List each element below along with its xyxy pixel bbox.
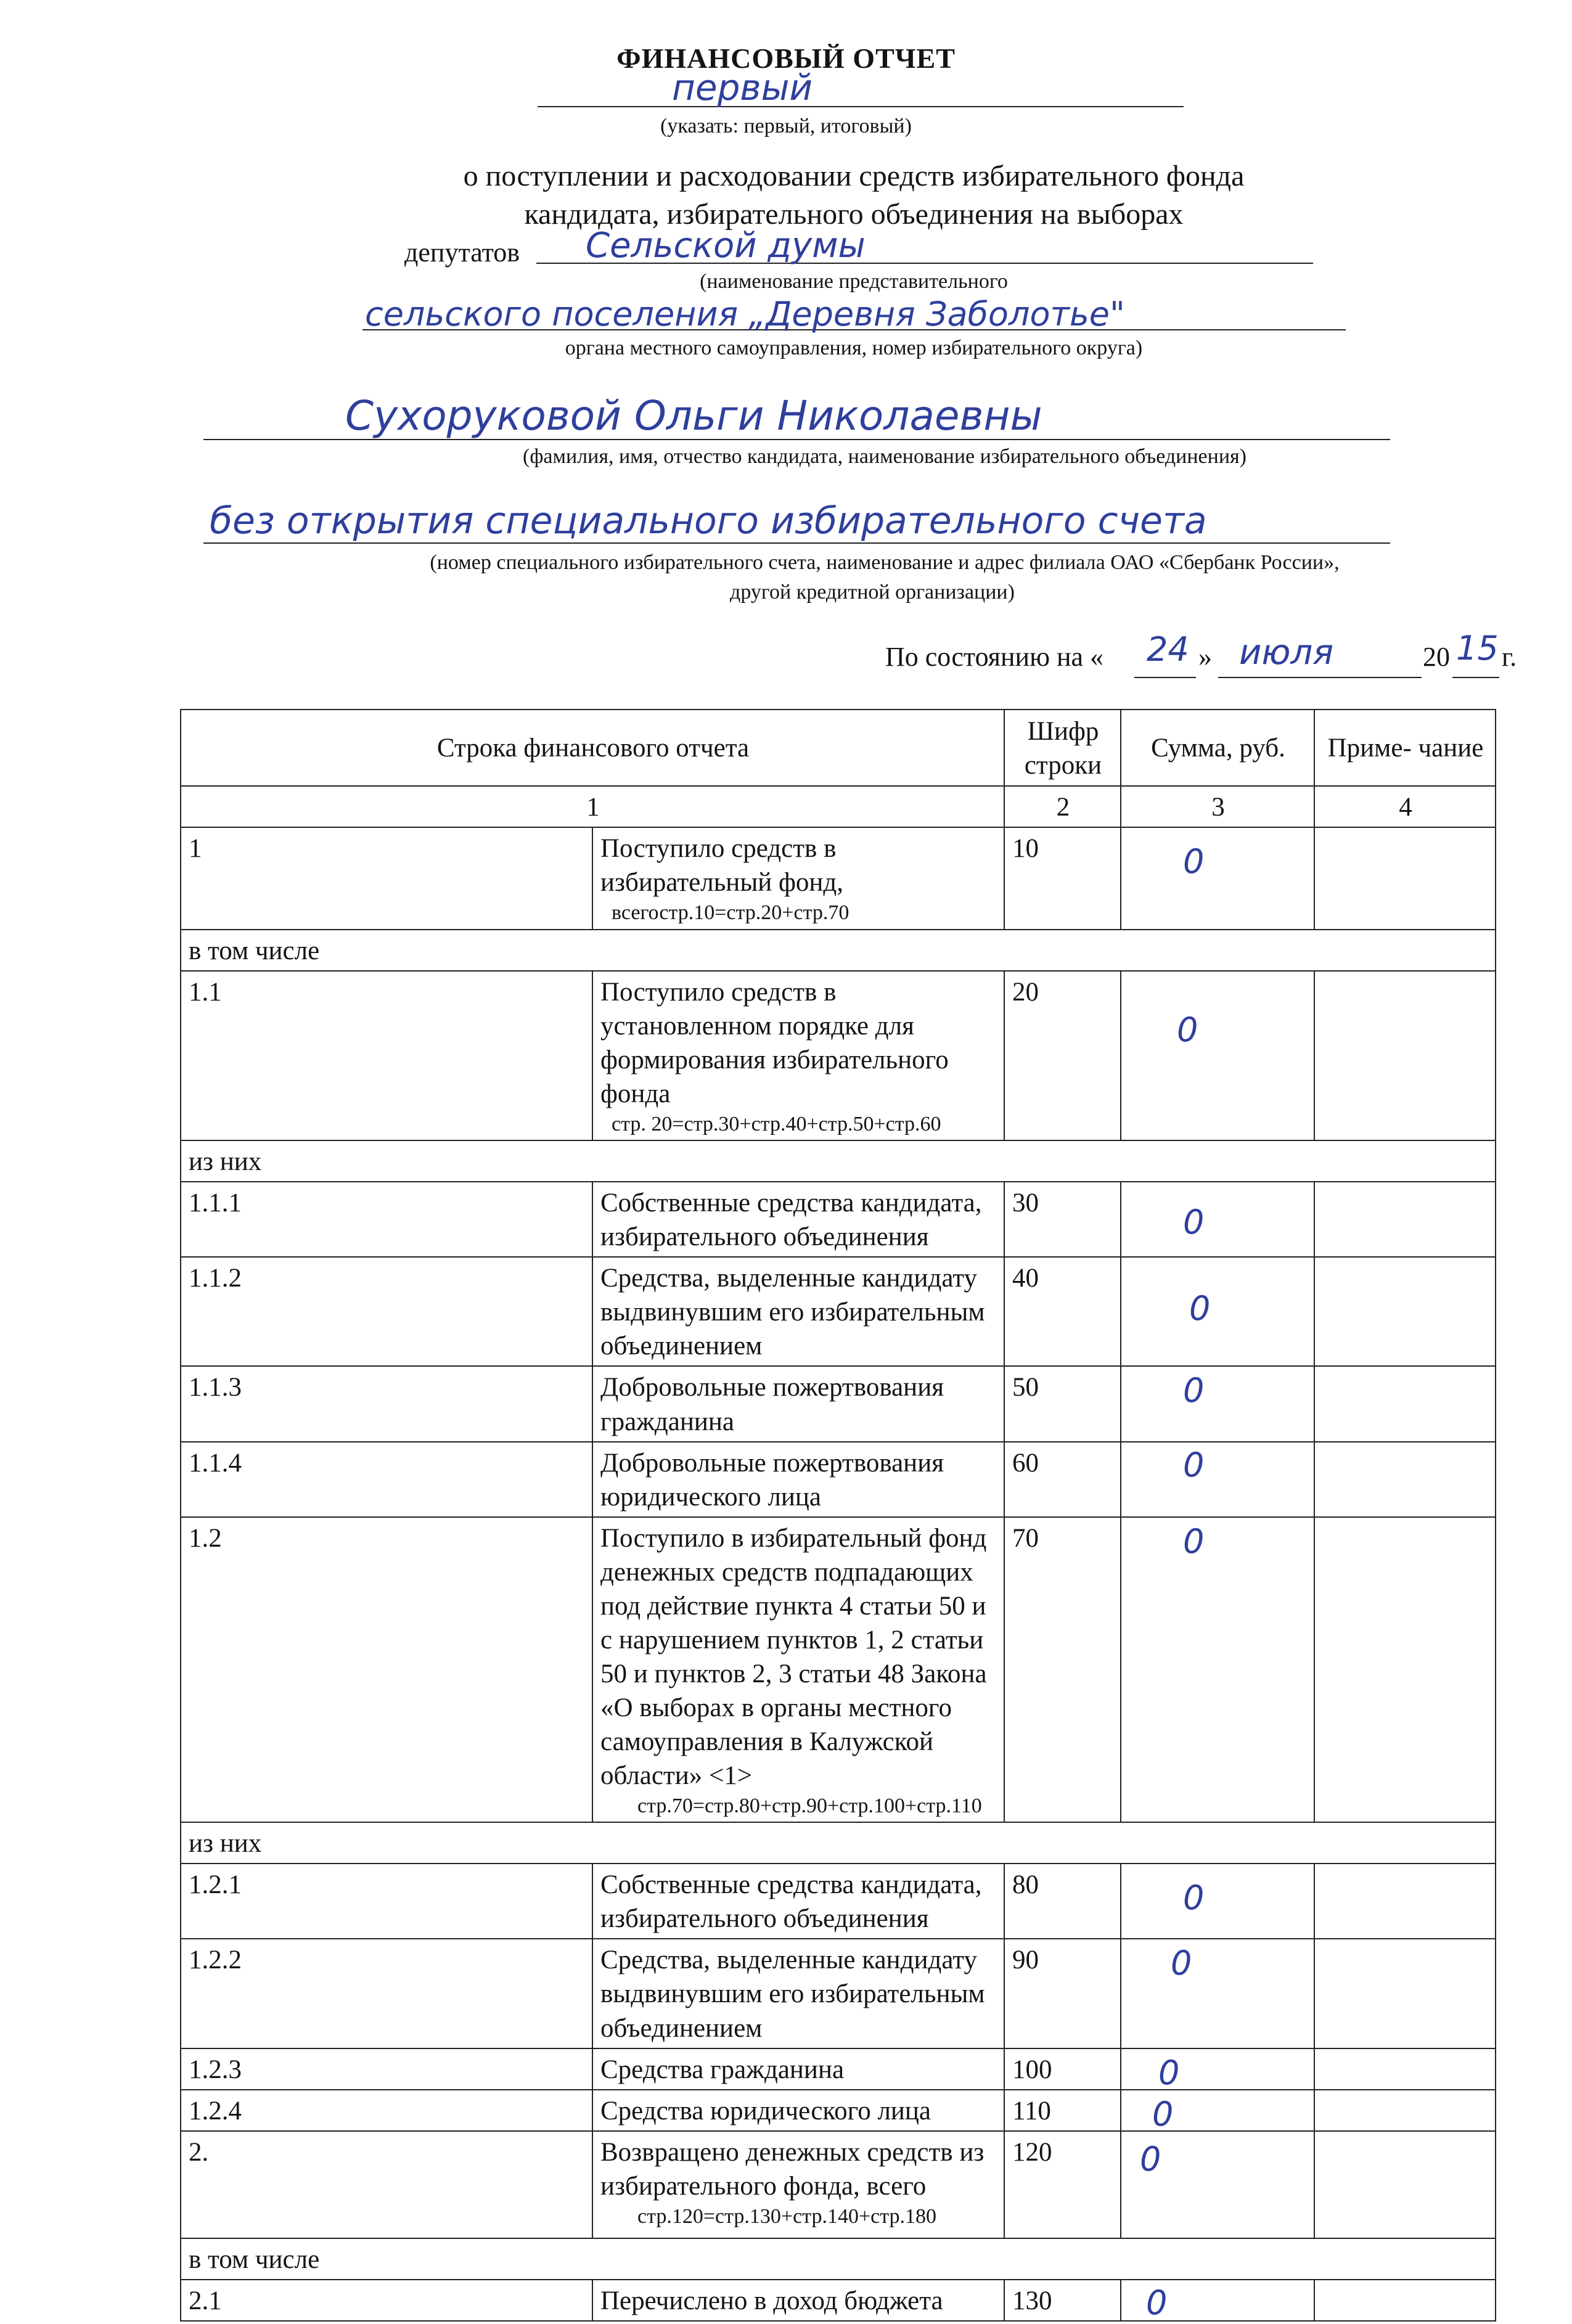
account-caption-2: другой кредитной организации) bbox=[730, 581, 1015, 604]
header-note: Приме- чание bbox=[1314, 710, 1496, 786]
row-number: 1.1.1 bbox=[181, 1182, 592, 1257]
row-sum-cell bbox=[1121, 1366, 1314, 1441]
row-number: 1.2.1 bbox=[181, 1864, 592, 1939]
row-text-cell bbox=[592, 2280, 1004, 2321]
date-year-prefix: 20 bbox=[1423, 642, 1450, 672]
row-sum-handwritten: 0 bbox=[1183, 1203, 1205, 1242]
row-code: 30 bbox=[1004, 1182, 1121, 1257]
row-note bbox=[1314, 2280, 1496, 2321]
row-note bbox=[1314, 2131, 1496, 2238]
row-sum-handwritten: 0 bbox=[1183, 1445, 1205, 1484]
row-sum-handwritten: 0 bbox=[1146, 2283, 1168, 2322]
row-code: 70 bbox=[1004, 1517, 1121, 1823]
row-sum-cell bbox=[1121, 1864, 1314, 1939]
row-text: Возвращено денежных средств из избирательного фонда, всего bbox=[600, 2137, 985, 2201]
candidate-caption: (фамилия, имя, отчество кандидата, наименование избирательного объединения) bbox=[523, 445, 1247, 468]
row-note bbox=[1314, 1517, 1496, 1823]
row-sum-handwritten: 0 bbox=[1189, 1289, 1211, 1328]
row-sum-handwritten: 0 bbox=[1183, 842, 1205, 882]
date-day-handwritten: 24 bbox=[1147, 630, 1189, 669]
row-text: Добровольные пожертвования юридического лица bbox=[600, 1448, 944, 1512]
row-note bbox=[1314, 827, 1496, 930]
index-1: 1 bbox=[181, 786, 1004, 827]
financial-table bbox=[180, 709, 1496, 2322]
row-code: 60 bbox=[1004, 1442, 1121, 1517]
date-month-line bbox=[1218, 677, 1422, 678]
row-text-cell bbox=[592, 827, 1004, 930]
row-number: 1.1 bbox=[181, 971, 592, 1141]
row-text-cell bbox=[592, 1517, 1004, 1823]
header-sum: Сумма, руб. bbox=[1121, 710, 1314, 786]
row-text-cell bbox=[592, 971, 1004, 1141]
table-row bbox=[181, 2090, 1496, 2131]
account-caption-1: (номер специального избирательного счета, наименование и адрес филиала ОАО «Сбербанк России», bbox=[430, 551, 1340, 574]
row-number: 1.2 bbox=[181, 1517, 592, 1823]
row-number: 1.2.3 bbox=[181, 2048, 592, 2090]
table-header-row bbox=[181, 710, 1496, 786]
row-formula: стр.70=стр.80+стр.90+стр.100+стр.110 bbox=[637, 1794, 982, 1817]
date-month-handwritten: июля bbox=[1239, 632, 1334, 673]
table-row bbox=[181, 2048, 1496, 2090]
account-line bbox=[203, 542, 1390, 544]
index-4: 4 bbox=[1314, 786, 1496, 827]
row-text-cell bbox=[592, 2131, 1004, 2238]
row-text-cell bbox=[592, 2048, 1004, 2090]
report-type-handwritten: первый bbox=[672, 67, 813, 108]
table-section-row bbox=[181, 1822, 1496, 1864]
row-text: Добровольные пожертвования гражданина bbox=[600, 1373, 944, 1436]
row-sum-cell bbox=[1121, 827, 1314, 930]
row-sum-cell bbox=[1121, 971, 1314, 1141]
row-text-cell bbox=[592, 1182, 1004, 1257]
section-label: в том числе bbox=[181, 930, 1496, 971]
row-sum-handwritten: 0 bbox=[1152, 2094, 1174, 2134]
row-text: Собственные средства кандидата, избирательного объединения bbox=[600, 1189, 982, 1252]
table-row bbox=[181, 1442, 1496, 1517]
row-sum-cell bbox=[1121, 2131, 1314, 2238]
body-handwritten: Сельской думы bbox=[586, 226, 866, 266]
table-index-row bbox=[181, 786, 1496, 827]
row-sum-cell bbox=[1121, 2090, 1314, 2134]
index-3: 3 bbox=[1121, 786, 1314, 827]
row-sum-handwritten: 0 bbox=[1158, 2053, 1180, 2092]
table-row bbox=[181, 1517, 1496, 1823]
intro-line-1: о поступлении и расходовании средств избирательного фонда bbox=[463, 160, 1245, 192]
row-number: 2.1 bbox=[181, 2280, 592, 2321]
row-text-cell bbox=[592, 2090, 1004, 2131]
row-code: 110 bbox=[1004, 2090, 1121, 2131]
row-formula: всегостр.10=стр.20+стр.70 bbox=[612, 901, 849, 925]
row-code: 100 bbox=[1004, 2048, 1121, 2090]
date-mid: » bbox=[1198, 642, 1212, 672]
row-text: Перечислено в доход бюджета bbox=[600, 2286, 943, 2315]
row-sum-handwritten: 0 bbox=[1171, 1944, 1192, 1983]
row-number: 1.1.4 bbox=[181, 1442, 592, 1517]
row-text-cell bbox=[592, 1939, 1004, 2048]
date-year-line bbox=[1452, 677, 1499, 678]
date-day-line bbox=[1134, 677, 1196, 678]
section-label: из них bbox=[181, 1140, 1496, 1182]
table-section-row bbox=[181, 930, 1496, 971]
row-sum-cell bbox=[1121, 1939, 1314, 2048]
header-line: Строка финансового отчета bbox=[181, 710, 1004, 786]
row-number: 2. bbox=[181, 2131, 592, 2238]
row-number: 1.2.2 bbox=[181, 1939, 592, 2048]
row-sum-cell bbox=[1121, 2048, 1314, 2090]
table-row bbox=[181, 2131, 1496, 2238]
row-sum-cell bbox=[1121, 2280, 1314, 2321]
settlement-handwritten: сельского поселения „Деревня Заболотье" bbox=[365, 295, 1125, 333]
body-caption: (наименование представительного bbox=[700, 270, 1008, 293]
row-note bbox=[1314, 1257, 1496, 1366]
row-formula: стр.120=стр.130+стр.140+стр.180 bbox=[637, 2204, 936, 2228]
section-label: из них bbox=[181, 1822, 1496, 1864]
row-code: 50 bbox=[1004, 1366, 1121, 1441]
row-number: 1.1.2 bbox=[181, 1257, 592, 1366]
row-text-cell bbox=[592, 1366, 1004, 1441]
table-row bbox=[181, 1864, 1496, 1939]
report-type-caption: (указать: первый, итоговый) bbox=[660, 115, 912, 137]
table-row bbox=[181, 1366, 1496, 1441]
row-text: Средства юридического лица bbox=[600, 2096, 931, 2126]
row-number: 1.2.4 bbox=[181, 2090, 592, 2131]
row-code: 90 bbox=[1004, 1939, 1121, 2048]
report-title: ФИНАНСОВЫЙ ОТЧЕТ bbox=[616, 43, 956, 74]
row-text: Средства, выделенные кандидату выдвинувшим его избирательным объединением bbox=[600, 1264, 985, 1361]
row-sum-cell bbox=[1121, 1257, 1314, 1366]
row-sum-handwritten: 0 bbox=[1183, 1521, 1205, 1561]
header-code: Шифр строки bbox=[1004, 710, 1121, 786]
table-row bbox=[181, 827, 1496, 930]
row-text: Средства, выделенные кандидату выдвинувшим его избирательным объединением bbox=[600, 1946, 985, 2043]
row-sum-cell bbox=[1121, 1442, 1314, 1517]
table-section-row bbox=[181, 1140, 1496, 1182]
index-2: 2 bbox=[1004, 786, 1121, 827]
date-year-handwritten: 15 bbox=[1456, 629, 1499, 668]
candidate-handwritten: Сухоруковой Ольги Николаевны bbox=[345, 392, 1042, 440]
row-note bbox=[1314, 971, 1496, 1141]
table-row bbox=[181, 2280, 1496, 2321]
section-label: в том числе bbox=[181, 2238, 1496, 2280]
row-note bbox=[1314, 2090, 1496, 2131]
row-code: 80 bbox=[1004, 1864, 1121, 1939]
row-text: Собственные средства кандидата, избирательного объединения bbox=[600, 1870, 982, 1934]
row-note bbox=[1314, 1182, 1496, 1257]
row-text: Поступило в избирательный фонд денежных средств подпадающих под действие пункта 4 статьи 50 и с нарушением пунктов 1, 2 статьи 50 и пунктов 2, 3 статьи 48 Закона «О выборах в органы местного самоуправления в Калужской области» <1> bbox=[600, 1523, 987, 1790]
account-handwritten: без открытия специального избирательного счета bbox=[210, 499, 1207, 542]
table-row bbox=[181, 1257, 1496, 1366]
row-note bbox=[1314, 1864, 1496, 1939]
report-type-line bbox=[538, 106, 1184, 107]
date-suffix: г. bbox=[1502, 642, 1517, 672]
row-note bbox=[1314, 1939, 1496, 2048]
table-row bbox=[181, 1182, 1496, 1257]
row-sum-cell bbox=[1121, 1182, 1314, 1257]
row-sum-handwritten: 0 bbox=[1177, 1010, 1198, 1049]
settlement-caption: органа местного самоуправления, номер избирательного округа) bbox=[565, 337, 1143, 359]
row-code: 20 bbox=[1004, 971, 1121, 1141]
row-number: 1.1.3 bbox=[181, 1366, 592, 1441]
row-note bbox=[1314, 1442, 1496, 1517]
row-number: 1 bbox=[181, 827, 592, 930]
row-text-cell bbox=[592, 1864, 1004, 1939]
row-code: 10 bbox=[1004, 827, 1121, 930]
row-sum-cell bbox=[1121, 1517, 1314, 1823]
row-text-cell bbox=[592, 1442, 1004, 1517]
row-sum-handwritten: 0 bbox=[1140, 2139, 1161, 2179]
row-note bbox=[1314, 1366, 1496, 1441]
row-text: Поступило средств в установленном порядке для формирования избирательного фонда bbox=[600, 977, 949, 1108]
row-code: 120 bbox=[1004, 2131, 1121, 2238]
row-formula: стр. 20=стр.30+стр.40+стр.50+стр.60 bbox=[612, 1112, 941, 1135]
table-row bbox=[181, 971, 1496, 1141]
date-prefix: По состоянию на « bbox=[885, 642, 1104, 672]
row-sum-handwritten: 0 bbox=[1183, 1371, 1205, 1410]
row-text: Поступило средств в избирательный фонд, bbox=[600, 834, 843, 898]
table-row bbox=[181, 1939, 1496, 2048]
row-sum-handwritten: 0 bbox=[1183, 1878, 1205, 1918]
row-text: Средства гражданина bbox=[600, 2055, 845, 2084]
row-text-cell bbox=[592, 1257, 1004, 1366]
row-code: 130 bbox=[1004, 2280, 1121, 2321]
deputies-label: депутатов bbox=[404, 237, 520, 268]
row-code: 40 bbox=[1004, 1257, 1121, 1366]
intro-line-2: кандидата, избирательного объединения на выборах bbox=[524, 198, 1184, 231]
table-section-row bbox=[181, 2238, 1496, 2280]
row-note bbox=[1314, 2048, 1496, 2090]
